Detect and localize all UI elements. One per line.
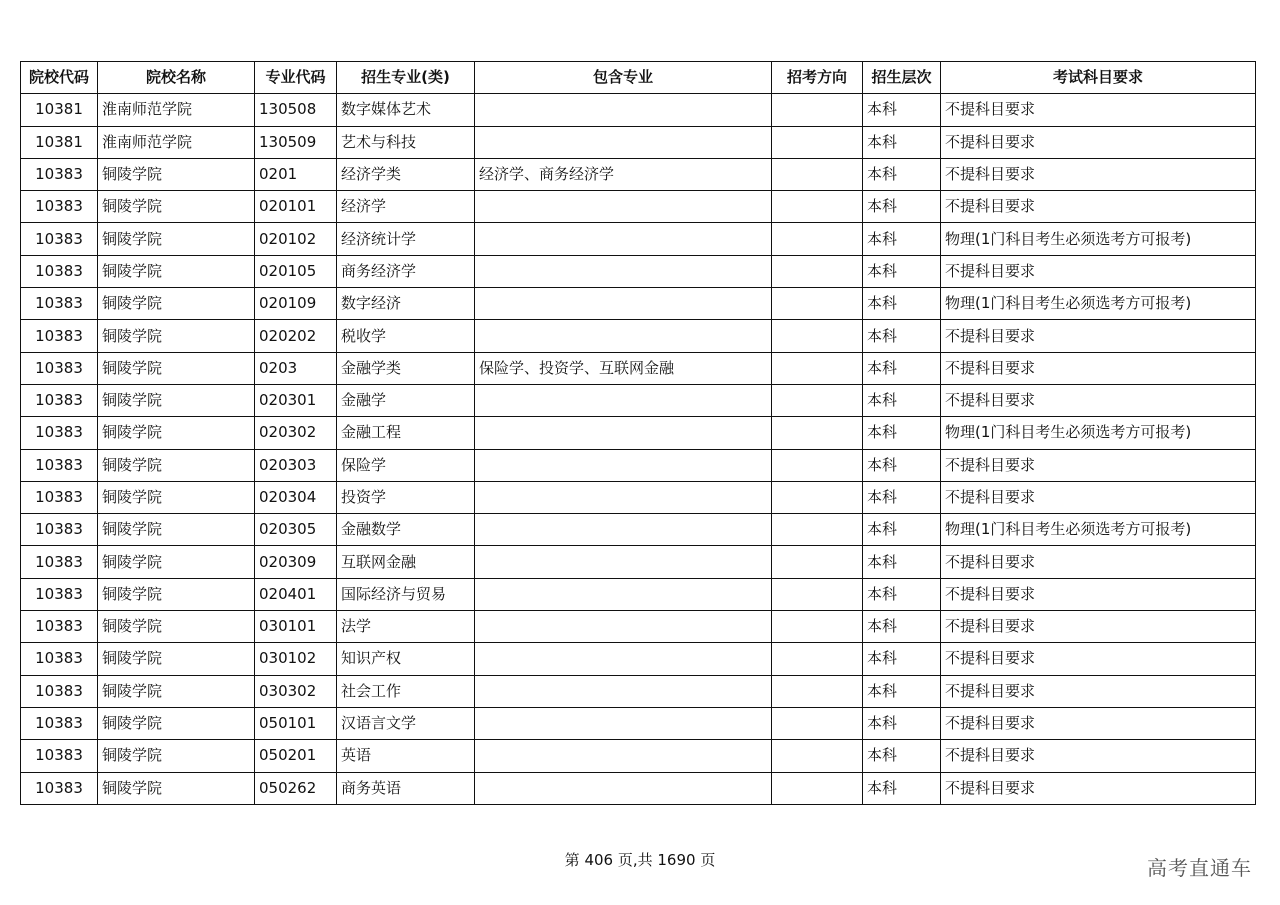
cell-included-majors <box>475 675 772 707</box>
cell-school-name: 铜陵学院 <box>98 384 255 416</box>
cell-school-code: 10383 <box>21 255 98 287</box>
cell-major-code: 030101 <box>255 611 337 643</box>
cell-major-category: 艺术与科技 <box>337 126 475 158</box>
cell-subject-requirement: 不提科目要求 <box>941 611 1256 643</box>
cell-school-code: 10383 <box>21 675 98 707</box>
table-row <box>21 384 1256 416</box>
cell-direction <box>772 158 863 190</box>
cell-included-majors <box>475 578 772 610</box>
header-level: 招生层次 <box>863 62 941 94</box>
table-row <box>21 578 1256 610</box>
header-school-name: 院校名称 <box>98 62 255 94</box>
cell-direction <box>772 384 863 416</box>
cell-included-majors: 经济学、商务经济学 <box>475 158 772 190</box>
cell-major-category: 国际经济与贸易 <box>337 578 475 610</box>
cell-included-majors <box>475 320 772 352</box>
cell-school-code: 10383 <box>21 740 98 772</box>
cell-included-majors <box>475 223 772 255</box>
cell-major-code: 020401 <box>255 578 337 610</box>
cell-major-category: 经济学 <box>337 191 475 223</box>
cell-level: 本科 <box>863 320 941 352</box>
cell-school-name: 铜陵学院 <box>98 191 255 223</box>
table-row <box>21 707 1256 739</box>
cell-school-code: 10383 <box>21 449 98 481</box>
cell-subject-requirement: 物理(1门科目考生必须选考方可报考) <box>941 514 1256 546</box>
cell-major-category: 互联网金融 <box>337 546 475 578</box>
cell-major-code: 030302 <box>255 675 337 707</box>
cell-major-category: 法学 <box>337 611 475 643</box>
cell-school-code: 10383 <box>21 707 98 739</box>
cell-school-name: 铜陵学院 <box>98 255 255 287</box>
cell-direction <box>772 578 863 610</box>
cell-level: 本科 <box>863 417 941 449</box>
cell-school-name: 铜陵学院 <box>98 481 255 513</box>
table-header-row <box>21 62 1256 94</box>
cell-subject-requirement: 不提科目要求 <box>941 191 1256 223</box>
table-row <box>21 223 1256 255</box>
cell-included-majors: 保险学、投资学、互联网金融 <box>475 352 772 384</box>
cell-subject-requirement: 不提科目要求 <box>941 740 1256 772</box>
cell-direction <box>772 611 863 643</box>
cell-major-code: 050201 <box>255 740 337 772</box>
cell-direction <box>772 126 863 158</box>
cell-school-name: 铜陵学院 <box>98 740 255 772</box>
cell-subject-requirement: 不提科目要求 <box>941 546 1256 578</box>
cell-included-majors <box>475 707 772 739</box>
table-row <box>21 514 1256 546</box>
cell-school-code: 10381 <box>21 94 98 126</box>
cell-level: 本科 <box>863 449 941 481</box>
cell-subject-requirement: 不提科目要求 <box>941 707 1256 739</box>
cell-school-name: 淮南师范学院 <box>98 126 255 158</box>
cell-direction <box>772 94 863 126</box>
cell-level: 本科 <box>863 611 941 643</box>
cell-major-category: 金融数学 <box>337 514 475 546</box>
cell-school-code: 10383 <box>21 288 98 320</box>
table-row <box>21 352 1256 384</box>
cell-major-category: 金融工程 <box>337 417 475 449</box>
cell-level: 本科 <box>863 772 941 804</box>
cell-included-majors <box>475 417 772 449</box>
table-row <box>21 158 1256 190</box>
table-row <box>21 320 1256 352</box>
cell-school-name: 铜陵学院 <box>98 546 255 578</box>
cell-included-majors <box>475 611 772 643</box>
cell-level: 本科 <box>863 384 941 416</box>
cell-school-name: 铜陵学院 <box>98 578 255 610</box>
watermark-text: 高考直通车 <box>1147 856 1252 880</box>
cell-subject-requirement: 不提科目要求 <box>941 158 1256 190</box>
cell-subject-requirement: 不提科目要求 <box>941 255 1256 287</box>
cell-subject-requirement: 不提科目要求 <box>941 643 1256 675</box>
cell-major-code: 050262 <box>255 772 337 804</box>
cell-school-name: 铜陵学院 <box>98 643 255 675</box>
cell-school-name: 铜陵学院 <box>98 675 255 707</box>
cell-included-majors <box>475 772 772 804</box>
header-direction: 招考方向 <box>772 62 863 94</box>
cell-level: 本科 <box>863 740 941 772</box>
header-major-category: 招生专业(类) <box>337 62 475 94</box>
header-subject-requirement: 考试科目要求 <box>941 62 1256 94</box>
cell-school-name: 铜陵学院 <box>98 288 255 320</box>
cell-major-category: 保险学 <box>337 449 475 481</box>
cell-subject-requirement: 物理(1门科目考生必须选考方可报考) <box>941 223 1256 255</box>
cell-school-code: 10381 <box>21 126 98 158</box>
cell-major-code: 020302 <box>255 417 337 449</box>
enrollment-table <box>20 61 1256 805</box>
cell-school-name: 铜陵学院 <box>98 707 255 739</box>
table-row <box>21 255 1256 287</box>
cell-level: 本科 <box>863 707 941 739</box>
cell-major-code: 020101 <box>255 191 337 223</box>
cell-included-majors <box>475 643 772 675</box>
table-row <box>21 481 1256 513</box>
cell-level: 本科 <box>863 191 941 223</box>
cell-school-code: 10383 <box>21 384 98 416</box>
cell-major-category: 经济学类 <box>337 158 475 190</box>
cell-level: 本科 <box>863 126 941 158</box>
cell-included-majors <box>475 740 772 772</box>
table-row <box>21 675 1256 707</box>
table-row <box>21 772 1256 804</box>
table-row <box>21 449 1256 481</box>
cell-school-code: 10383 <box>21 611 98 643</box>
cell-subject-requirement: 不提科目要求 <box>941 449 1256 481</box>
cell-level: 本科 <box>863 94 941 126</box>
cell-major-code: 020305 <box>255 514 337 546</box>
cell-major-code: 020202 <box>255 320 337 352</box>
cell-included-majors <box>475 126 772 158</box>
cell-major-category: 商务英语 <box>337 772 475 804</box>
cell-major-category: 金融学类 <box>337 352 475 384</box>
table-row <box>21 126 1256 158</box>
cell-school-name: 铜陵学院 <box>98 352 255 384</box>
cell-school-name: 铜陵学院 <box>98 772 255 804</box>
cell-major-code: 020303 <box>255 449 337 481</box>
cell-included-majors <box>475 449 772 481</box>
cell-direction <box>772 740 863 772</box>
cell-school-name: 铜陵学院 <box>98 417 255 449</box>
header-school-code: 院校代码 <box>21 62 98 94</box>
cell-major-category: 汉语言文学 <box>337 707 475 739</box>
header-included-majors: 包含专业 <box>475 62 772 94</box>
table-row <box>21 94 1256 126</box>
cell-major-category: 投资学 <box>337 481 475 513</box>
cell-included-majors <box>475 288 772 320</box>
cell-major-category: 英语 <box>337 740 475 772</box>
cell-major-code: 020309 <box>255 546 337 578</box>
cell-subject-requirement: 不提科目要求 <box>941 675 1256 707</box>
cell-school-code: 10383 <box>21 320 98 352</box>
table-row <box>21 611 1256 643</box>
cell-major-code: 0203 <box>255 352 337 384</box>
cell-level: 本科 <box>863 223 941 255</box>
cell-included-majors <box>475 94 772 126</box>
cell-major-category: 经济统计学 <box>337 223 475 255</box>
table-row <box>21 546 1256 578</box>
cell-school-code: 10383 <box>21 352 98 384</box>
cell-school-code: 10383 <box>21 578 98 610</box>
cell-level: 本科 <box>863 288 941 320</box>
cell-school-code: 10383 <box>21 481 98 513</box>
cell-included-majors <box>475 255 772 287</box>
table-row <box>21 417 1256 449</box>
cell-subject-requirement: 不提科目要求 <box>941 320 1256 352</box>
page-number-text: 第 406 页,共 1690 页 <box>564 851 716 869</box>
cell-level: 本科 <box>863 675 941 707</box>
cell-level: 本科 <box>863 352 941 384</box>
cell-major-category: 商务经济学 <box>337 255 475 287</box>
table-row <box>21 288 1256 320</box>
cell-school-code: 10383 <box>21 643 98 675</box>
table-row <box>21 643 1256 675</box>
cell-level: 本科 <box>863 514 941 546</box>
cell-direction <box>772 352 863 384</box>
cell-subject-requirement: 不提科目要求 <box>941 352 1256 384</box>
cell-major-code: 050101 <box>255 707 337 739</box>
cell-school-name: 淮南师范学院 <box>98 94 255 126</box>
cell-major-code: 030102 <box>255 643 337 675</box>
cell-direction <box>772 481 863 513</box>
cell-major-category: 数字经济 <box>337 288 475 320</box>
cell-major-code: 020102 <box>255 223 337 255</box>
cell-subject-requirement: 不提科目要求 <box>941 481 1256 513</box>
cell-major-code: 130508 <box>255 94 337 126</box>
cell-direction <box>772 417 863 449</box>
cell-level: 本科 <box>863 578 941 610</box>
cell-major-code: 020105 <box>255 255 337 287</box>
cell-direction <box>772 772 863 804</box>
cell-school-name: 铜陵学院 <box>98 611 255 643</box>
cell-major-category: 知识产权 <box>337 643 475 675</box>
cell-included-majors <box>475 191 772 223</box>
cell-direction <box>772 707 863 739</box>
cell-major-code: 020304 <box>255 481 337 513</box>
cell-subject-requirement: 不提科目要求 <box>941 772 1256 804</box>
cell-school-code: 10383 <box>21 772 98 804</box>
cell-direction <box>772 449 863 481</box>
cell-subject-requirement: 不提科目要求 <box>941 384 1256 416</box>
cell-direction <box>772 643 863 675</box>
table-row <box>21 191 1256 223</box>
cell-school-name: 铜陵学院 <box>98 514 255 546</box>
cell-direction <box>772 675 863 707</box>
cell-level: 本科 <box>863 158 941 190</box>
cell-school-code: 10383 <box>21 158 98 190</box>
cell-school-name: 铜陵学院 <box>98 158 255 190</box>
cell-included-majors <box>475 481 772 513</box>
cell-school-name: 铜陵学院 <box>98 449 255 481</box>
cell-direction <box>772 514 863 546</box>
cell-level: 本科 <box>863 481 941 513</box>
cell-direction <box>772 320 863 352</box>
cell-subject-requirement: 不提科目要求 <box>941 578 1256 610</box>
cell-direction <box>772 546 863 578</box>
cell-included-majors <box>475 546 772 578</box>
cell-subject-requirement: 不提科目要求 <box>941 94 1256 126</box>
cell-major-code: 0201 <box>255 158 337 190</box>
cell-major-category: 税收学 <box>337 320 475 352</box>
cell-level: 本科 <box>863 643 941 675</box>
cell-school-code: 10383 <box>21 191 98 223</box>
cell-direction <box>772 288 863 320</box>
cell-major-category: 金融学 <box>337 384 475 416</box>
cell-subject-requirement: 物理(1门科目考生必须选考方可报考) <box>941 417 1256 449</box>
cell-included-majors <box>475 384 772 416</box>
table-row <box>21 740 1256 772</box>
cell-subject-requirement: 不提科目要求 <box>941 126 1256 158</box>
cell-major-code: 130509 <box>255 126 337 158</box>
cell-level: 本科 <box>863 255 941 287</box>
cell-school-code: 10383 <box>21 223 98 255</box>
page-footer <box>0 849 1280 870</box>
cell-included-majors <box>475 514 772 546</box>
cell-major-code: 020109 <box>255 288 337 320</box>
cell-direction <box>772 191 863 223</box>
cell-level: 本科 <box>863 546 941 578</box>
cell-school-code: 10383 <box>21 514 98 546</box>
header-major-code: 专业代码 <box>255 62 337 94</box>
cell-major-category: 社会工作 <box>337 675 475 707</box>
cell-direction <box>772 255 863 287</box>
cell-subject-requirement: 物理(1门科目考生必须选考方可报考) <box>941 288 1256 320</box>
cell-school-name: 铜陵学院 <box>98 320 255 352</box>
cell-school-code: 10383 <box>21 546 98 578</box>
cell-major-category: 数字媒体艺术 <box>337 94 475 126</box>
cell-school-code: 10383 <box>21 417 98 449</box>
cell-major-code: 020301 <box>255 384 337 416</box>
cell-direction <box>772 223 863 255</box>
cell-school-name: 铜陵学院 <box>98 223 255 255</box>
